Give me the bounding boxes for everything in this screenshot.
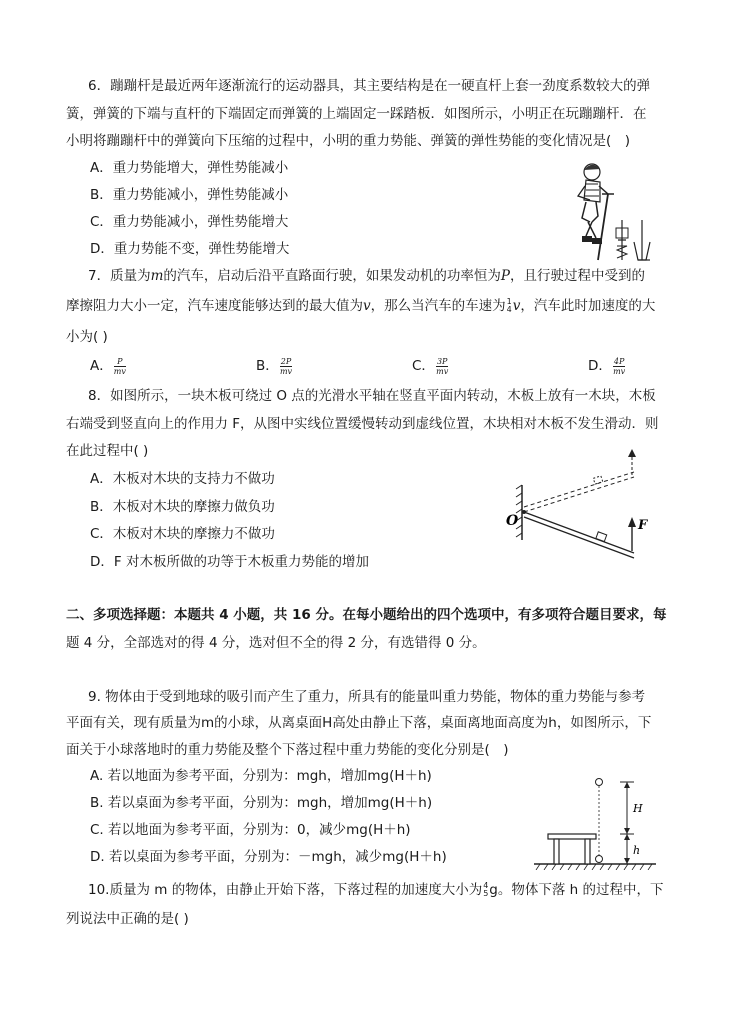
q6-option-d: D．重力势能不变，弹性势能增大 (90, 241, 290, 257)
q7-line-1-b: 的汽车，启动后沿平直路面行驶，如果发动机的功率恒为 (163, 268, 501, 284)
q7-option-b-num: 2P (280, 356, 292, 366)
q8-option-a: A．木板对木块的支持力不做功 (90, 471, 275, 487)
fig-label-o: O (506, 513, 519, 529)
q10-line-1-b: g。物体下落 h 的过程中，下 (489, 882, 664, 898)
q7-option-a-label: A． (90, 358, 113, 374)
q10-accel-fraction (483, 882, 488, 898)
q6-option-b: B．重力势能减小，弹性势能减小 (90, 187, 289, 203)
q6-line-1: 6．蹦蹦杆是最近两年逐渐流行的运动器具，其主要结构是在一硬直杆上套一劲度系数较大的弹 (88, 78, 651, 94)
q7-option-c-den: mv (436, 366, 449, 376)
q7-line-2-b: ，那么当汽车的车速为 (370, 298, 506, 314)
q6-line-2: 簧，弹簧的下端与直杆的下端固定而弹簧的上端固定一踩踏板．如图所示，小明正在玩蹦蹦杆．在 (66, 106, 647, 122)
q8-line-1: 8．如图所示，一块木板可绕过 O 点的光滑水平轴在竖直平面内转动，木板上放有一木块，木板 (88, 388, 656, 404)
q7-option-c-label: C． (412, 358, 435, 374)
q7-var-v-2: v (512, 298, 521, 314)
q10-frac-den: 5 (483, 889, 489, 898)
q7-line-1-c: ，且行驶过程中受到的 (510, 268, 645, 284)
q9-option-b: B. 若以桌面为参考平面，分别为：mgh，增加mg(H＋h) (90, 795, 433, 811)
falling-ball-figure (530, 776, 660, 870)
q10-line-1-a: 10.质量为 m 的物体，由静止开始下落，下落过程的加速度大小为 (88, 882, 483, 898)
q7-option-c (412, 356, 449, 376)
q7-option-c-num: 3P (436, 356, 448, 366)
q7-option-d-den: mv (613, 366, 626, 376)
q7-line-1-a: 7．质量为 (88, 268, 151, 284)
q6-line-3: 小明将蹦蹦杆中的弹簧向下压缩的过程中，小明的重力势能、弹簧的弹性势能的变化情况是( ) (66, 133, 631, 149)
q7-option-b-label: B． (256, 358, 279, 374)
q8-option-c: C．木板对木块的摩擦力不做功 (90, 526, 275, 542)
q7-line-1 (88, 266, 645, 286)
q7-line-2-c: ，汽车此时加速度的大 (520, 298, 656, 314)
q8-line-2: 右端受到竖直向上的作用力 F，从图中实线位置缓慢转动到虚线位置，木块相对木板不发生滑动．则 (66, 416, 659, 432)
q7-var-p: P (500, 268, 510, 284)
fig-label-big-h: H (633, 802, 643, 815)
q9-line-3: 面关于小球落地时的重力势能及整个下落过程中重力势能的变化分别是( ) (66, 742, 509, 758)
q8-option-b: B．木板对木块的摩擦力做负功 (90, 499, 275, 515)
q7-frac-den: 4 (506, 305, 512, 314)
q7-option-a (90, 356, 127, 376)
q6-option-c: C．重力势能减小，弹性势能增大 (90, 214, 289, 230)
q7-option-d-fraction (613, 357, 625, 376)
q7-line-2-a: 摩擦阻力大小一定，汽车速度能够达到的最大值为 (66, 298, 363, 314)
q7-line-3: 小为( ) (66, 329, 108, 345)
section-2-line-2: 题 4 分，全部选对的得 4 分，选对但不全的得 2 分，有选错得 0 分。 (66, 635, 486, 651)
q7-var-v: v (363, 298, 371, 314)
q7-option-a-num: P (114, 357, 126, 367)
q8-option-d: D．F 对木板所做的功等于木板重力势能的增加 (90, 554, 369, 570)
q10-line-2: 列说法中正确的是( ) (66, 911, 189, 927)
q7-option-a-den: mv (113, 366, 126, 376)
fig-label-small-h: h (633, 844, 641, 857)
q9-option-d: D. 若以桌面为参考平面，分别为：－mgh，减少mg(H＋h) (90, 849, 447, 865)
q10-frac-num: 4 (483, 881, 489, 890)
q7-option-b-fraction (280, 357, 292, 376)
fig-label-f: F (638, 518, 648, 533)
q7-line-2 (66, 296, 655, 316)
q7-frac-num: 1 (506, 297, 512, 306)
q7-option-d-num: 4P (613, 356, 625, 366)
pogo-stick-figure (572, 160, 662, 265)
q9-option-c: C. 若以地面为参考平面，分别为：0，减少mg(H＋h) (90, 822, 411, 838)
q9-line-1: 9. 物体由于受到地球的吸引而产生了重力，所具有的能量叫重力势能，物体的重力势能与参考 (88, 689, 646, 705)
q7-option-d (588, 356, 626, 376)
q9-line-2: 平面有关，现有质量为m的小球，从离桌面H高处由静止下落，桌面离地面高度为h，如图所示，下 (66, 715, 652, 731)
q7-var-m: m (150, 268, 164, 284)
rotating-board-figure (500, 445, 660, 560)
q9-option-a: A. 若以地面为参考平面，分别为：mgh，增加mg(H＋h) (90, 768, 432, 784)
q7-option-a-fraction (114, 357, 126, 376)
q6-option-a: A．重力势能增大，弹性势能减小 (90, 160, 289, 176)
q7-option-c-fraction (436, 357, 448, 376)
q7-speed-fraction (507, 298, 512, 314)
q7-option-b-den: mv (279, 366, 293, 376)
q10-line-1 (88, 880, 664, 900)
section-2-heading: 二、多项选择题：本题共 4 小题，共 16 分。在每小题给出的四个选项中，有多项符合题目要求，每 (66, 607, 667, 623)
q8-line-3: 在此过程中( ) (66, 443, 149, 459)
q7-option-d-label: D． (588, 358, 612, 374)
q7-option-b (256, 356, 293, 376)
